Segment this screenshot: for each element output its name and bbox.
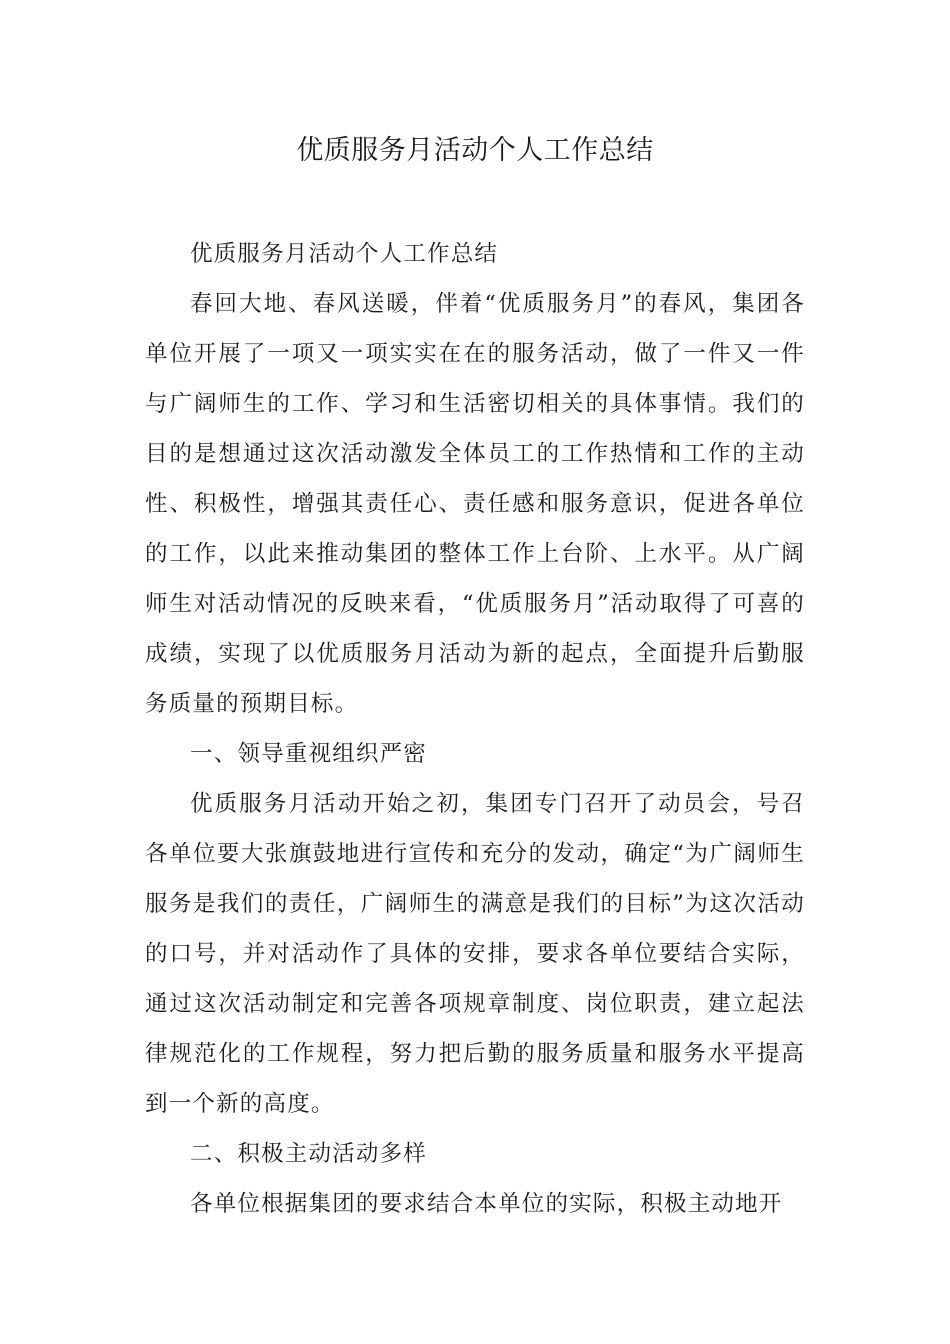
section-1-paragraph: 优质服务月活动开始之初，集团专门召开了动员会，号召各单位要大张旗鼓地进行宣传和充分的发动，确定“为广阔师生服务是我们的责任，广阔师生的满意是我们的目标”为这次活动的口号，并对活动作了具体的安排，要求各单位要结合实际，通过这次活动制定和完善各项规章制度、岗位职责，建立起法律规范化的工作规程，努力把后勤的服务质量和服务水平提高到一个新的高度。: [145, 791, 805, 1117]
section-heading-1: 一、领导重视组织严密: [190, 741, 428, 767]
document-body: [145, 229, 805, 1229]
subtitle-paragraph: 优质服务月活动个人工作总结: [190, 241, 499, 267]
intro-paragraph: 春回大地、春风送暖，伴着“优质服务月”的春风，集团各单位开展了一项又一项实实在在的服务活动，做了一件又一件与广阔师生的工作、学习和生活密切相关的具体事情。我们的目的是想通过这次活动激发全体员工的工作热情和工作的主动性、积极性，增强其责任心、责任感和服务意识，促进各单位的工作，以此来推动集团的整体工作上台阶、上水平。从广阔师生对活动情况的反映来看，“优质服务月”活动取得了可喜的成绩，实现了以优质服务月活动为新的起点，全面提升后勤服务质量的预期目标。: [145, 291, 805, 717]
section-heading-2: 二、积极主动活动多样: [190, 1141, 428, 1167]
section-2-paragraph: 各单位根据集团的要求结合本单位的实际，积极主动地开: [190, 1191, 783, 1217]
document-title: 优质服务月活动个人工作总结: [296, 135, 654, 166]
